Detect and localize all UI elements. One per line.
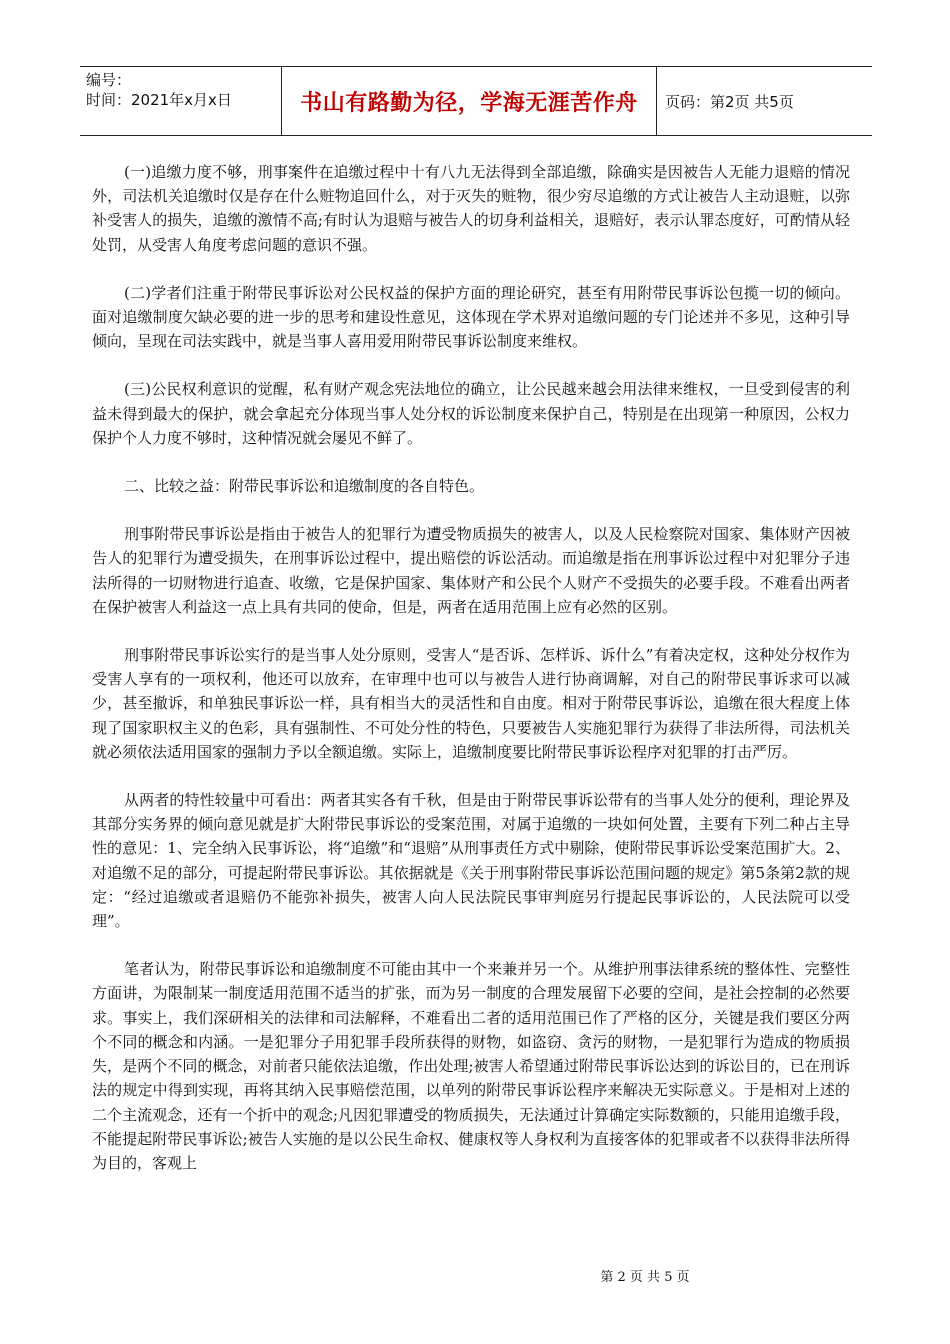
header-page-number: 页码：第2页 共5页 <box>665 92 794 111</box>
page-footer: 第 2 页 共 5 页 <box>600 1270 690 1285</box>
section-heading: 二、比较之益：附带民事诉讼和追缴制度的各自特色。 <box>124 477 485 496</box>
paragraph: 刑事附带民事诉讼是指由于被告人的犯罪行为遭受物质损失的被害人，以及人民检察院对国家、集体财产因被告人的犯罪行为遭受损失，在刑事诉讼过程中，提出赔偿的诉讼活动。而追缴是指在刑事诉讼过程中对犯罪分子违法所得的一切财物进行追查、收缴，它是保护国家、集体财产和公民个人财产不受损失的必要手段。不难看出两者在保护被害人利益这一点上具有共同的使命，但是，两者在适用范围上应有必然的区别。 <box>92 525 850 616</box>
paragraph: (一)追缴力度不够，刑事案件在追缴过程中十有八九无法得到全部追缴，除确实是因被告人无能力退赔的情况外，司法机关追缴时仅是存在什么赃物追回什么，对于灭失的赃物，很少穷尽追缴的方式让被告人主动退赃，以弥补受害人的损失，追缴的激情不高;有时认为退赔与被告人的切身利益相关，退赔好，表示认罪态度好，可酌情从轻处罚，从受害人角度考虑问题的意识不强。 <box>92 163 850 254</box>
header-motto: 书山有路勤为径，学海无涯苦作舟 <box>282 67 657 135</box>
paragraph: 刑事附带民事诉讼实行的是当事人处分原则，受害人“是否诉、怎样诉、诉什么”有着决定权，这种处分权作为受害人享有的一项权利，他还可以放弃，在审理中也可以与被告人进行协商调解，对自己的附带民事诉求可以减少，甚至撤诉，和单独民事诉讼一样，具有相当大的灵活性和自由度。相对于附带民事诉讼，追缴在很大程度上体现了国家职权主义的色彩，具有强制性、不可处分性的特色，只要被告人实施犯罪行为获得了非法所得，司法机关就必须依法适用国家的强制力予以全额追缴。实际上，追缴制度要比附带民事诉讼程序对犯罪的打击严厉。 <box>92 646 850 761</box>
page-header <box>80 66 872 136</box>
paragraph: 从两者的特性较量中可看出：两者其实各有千秋，但是由于附带民事诉讼带有的当事人处分的便利，理论界及其部分实务界的倾向意见就是扩大附带民事诉讼的受案范围，对属于追缴的一块如何处置，主要有下列二种占主导性的意见：1、完全纳入民事诉讼，将“追缴”和“退赔”从刑事责任方式中剔除，使附带民事诉讼受案范围扩大。2、对追缴不足的部分，可提起附带民事诉讼。其依据就是《关于刑事附带民事诉讼范围问题的规定》第5条第2款的规定：“经过追缴或者退赔仍不能弥补损失，被害人向人民法院民事审判庭另行提起民事诉讼的，人民法院可以受理”。 <box>92 791 850 931</box>
document-number-label: 编号： <box>86 71 132 89</box>
paragraph: 笔者认为，附带民事诉讼和追缴制度不可能由其中一个来兼并另一个。从维护刑事法律系统的整体性、完整性方面讲，为限制某一制度适用范围不适当的扩张，而为另一制度的合理发展留下必要的空间，是社会控制的必然要求。事实上，我们深研相关的法律和司法解释，不难看出二者的适用范围已作了严格的区分，关键是我们要区分两个不同的概念和内涵。一是犯罪分子用犯罪手段所获得的财物，如盗窃、贪污的财物，一是犯罪行为造成的物质损失，是两个不同的概念，对前者只能依法追缴，作出处理;被害人希望通过附带民事诉讼达到的诉讼目的，已在刑诉法的规定中得到实现，再将其纳入民事赔偿范围，以单列的附带民事诉讼程序来解决无实际意义。于是相对上述的二个主流观念，还有一个折中的观念;凡因犯罪遭受的物质损失，无法通过计算确定实际数额的，只能用追缴手段，不能提起附带民事诉讼;被告人实施的是以公民生命权、健康权等人身权利为直接客体的犯罪或者不以获得非法所得为目的，客观上 <box>92 960 850 1172</box>
paragraph: (二)学者们注重于附带民事诉讼对公民权益的保护方面的理论研究，甚至有用附带民事诉讼包揽一切的倾向。面对追缴制度欠缺必要的进一步的思考和建设性意见，这体现在学术界对追缴问题的专门论述并不多见，这种引导倾向，呈现在司法实践中，就是当事人喜用爱用附带民事诉讼制度来维权。 <box>92 283 850 351</box>
document-body <box>92 160 850 1199</box>
document-date-label: 时间：2021年x月x日 <box>86 91 232 109</box>
header-info-cell <box>80 67 282 135</box>
paragraph: (三)公民权利意识的觉醒，私有财产观念宪法地位的确立，让公民越来越会用法律来维权，一旦受到侵害的利益未得到最大的保护，就会拿起充分体现当事人处分权的诉讼制度来保护自己，特别是在出现第一种原因，公权力保护个人力度不够时，这种情况就会屡见不鲜了。 <box>92 380 850 447</box>
